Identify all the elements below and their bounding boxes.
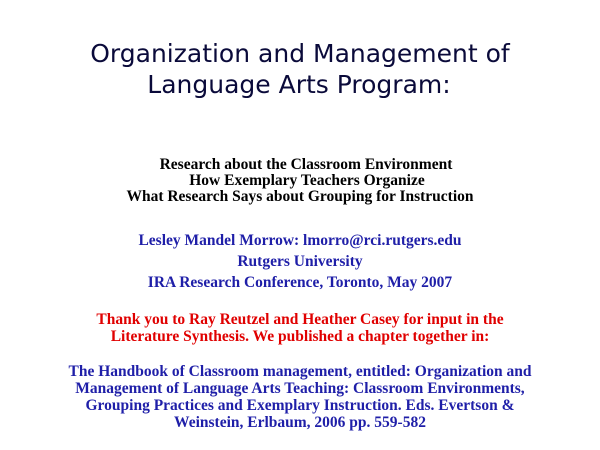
handbook-citation <box>0 363 600 431</box>
handbook-line-2: Management of Language Arts Teaching: Classroom Environments, <box>75 380 525 397</box>
acknowledgement <box>0 311 600 345</box>
author-university: Rutgers University <box>237 253 363 270</box>
title-line-1: Organization and Management of <box>90 39 510 68</box>
handbook-line-3: Grouping Practices and Exemplary Instruction. Eds. Evertson & <box>85 397 515 414</box>
author-conference: IRA Research Conference, Toronto, May 2007 <box>147 274 453 291</box>
research-line-2: How Exemplary Teachers Organize <box>189 172 425 189</box>
thanks-line-2: Literature Synthesis. We published a chapter together in: <box>110 328 490 345</box>
author-name-email: Lesley Mandel Morrow: lmorro@rci.rutgers.edu <box>138 232 462 249</box>
handbook-line-1: The Handbook of Classroom management, entitled: Organization and <box>68 363 532 380</box>
research-line-1: Research about the Classroom Environment <box>159 156 453 173</box>
author-info <box>0 230 600 293</box>
thanks-line-1: Thank you to Ray Reutzel and Heather Casey for input in the <box>96 311 504 328</box>
slide-title <box>0 38 600 100</box>
research-line-3: What Research Says about Grouping for Instruction <box>126 188 474 205</box>
handbook-line-4: Weinstein, Erlbaum, 2006 pp. 559-582 <box>174 414 426 431</box>
research-topics <box>0 157 600 205</box>
title-line-2: Language Arts Program: <box>147 70 451 99</box>
